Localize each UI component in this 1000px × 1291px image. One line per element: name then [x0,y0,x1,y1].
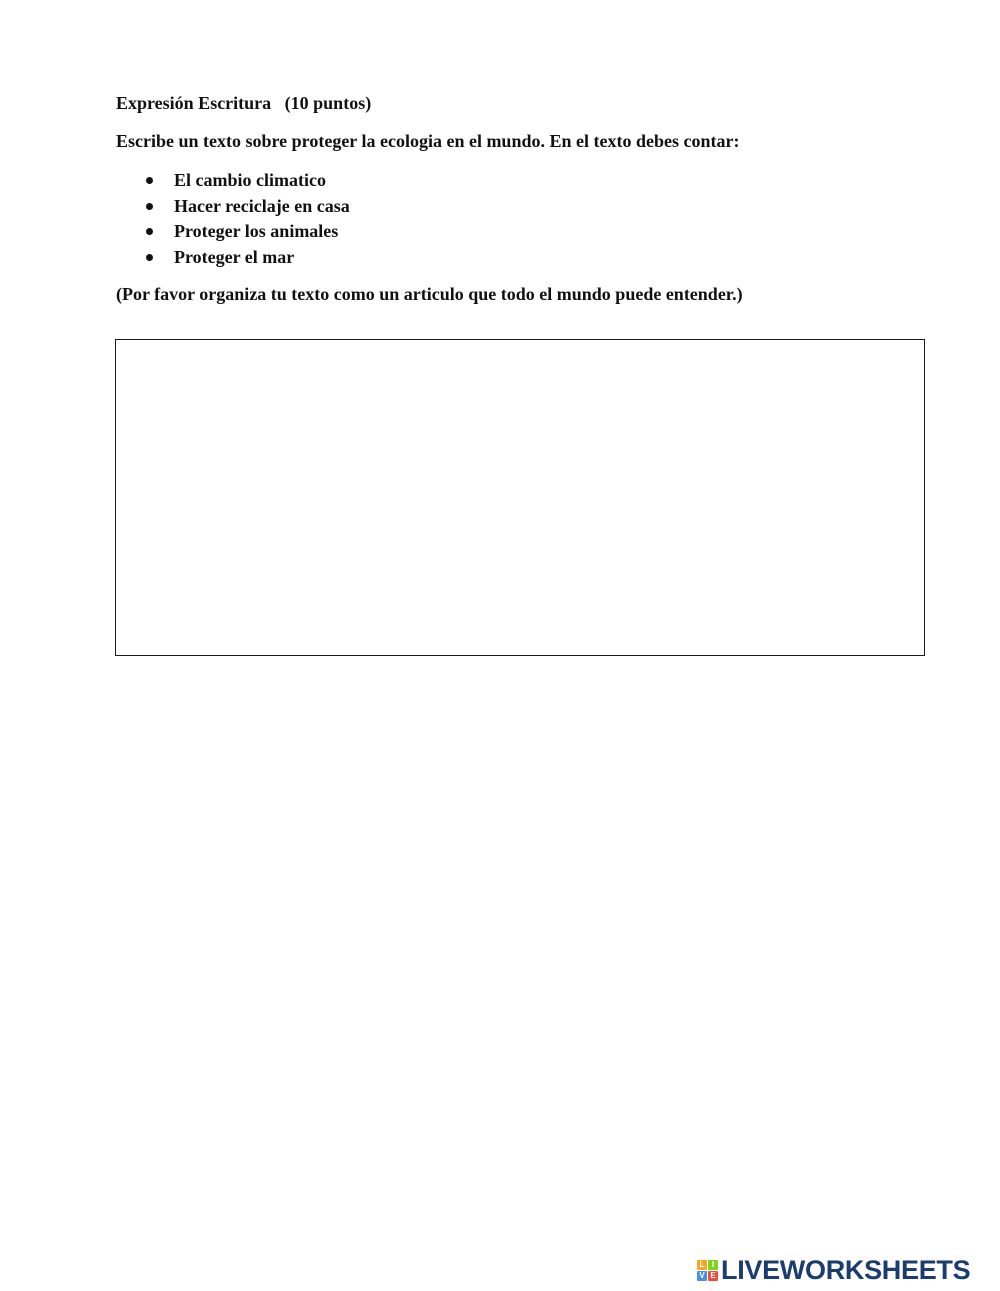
logo-letter: L [697,1260,707,1270]
bullet-icon [146,203,153,210]
bullet-icon [146,254,153,261]
bullet-icon [146,177,153,184]
liveworksheets-logo [697,1254,970,1286]
list-item [116,194,350,220]
list-item [116,219,350,245]
list-item-label: El cambio climatico [174,170,326,190]
logo-blocks-icon [697,1260,718,1281]
list-item [116,245,350,271]
instructions-text: Escribe un texto sobre proteger la ecologia en el mundo. En el texto debes contar: [116,131,740,151]
list-item-label: Hacer reciclaje en casa [174,195,350,216]
topic-list [116,168,350,271]
list-item-label: Proteger el mar [174,247,295,268]
list-item [116,168,350,194]
logo-letter: V [697,1271,707,1281]
logo-text: LIVEWORKSHEETS [721,1255,971,1285]
note-text: (Por favor organiza tu texto como un articulo que todo el mundo puede entender.) [116,284,743,304]
answer-textarea[interactable] [115,339,925,656]
logo-letter: I [708,1260,718,1270]
bullet-icon [146,228,153,235]
logo-letter: E [708,1271,718,1281]
list-item-label: Proteger los animales [174,221,339,242]
worksheet-title: Expresión Escritura (10 puntos) [116,93,372,113]
